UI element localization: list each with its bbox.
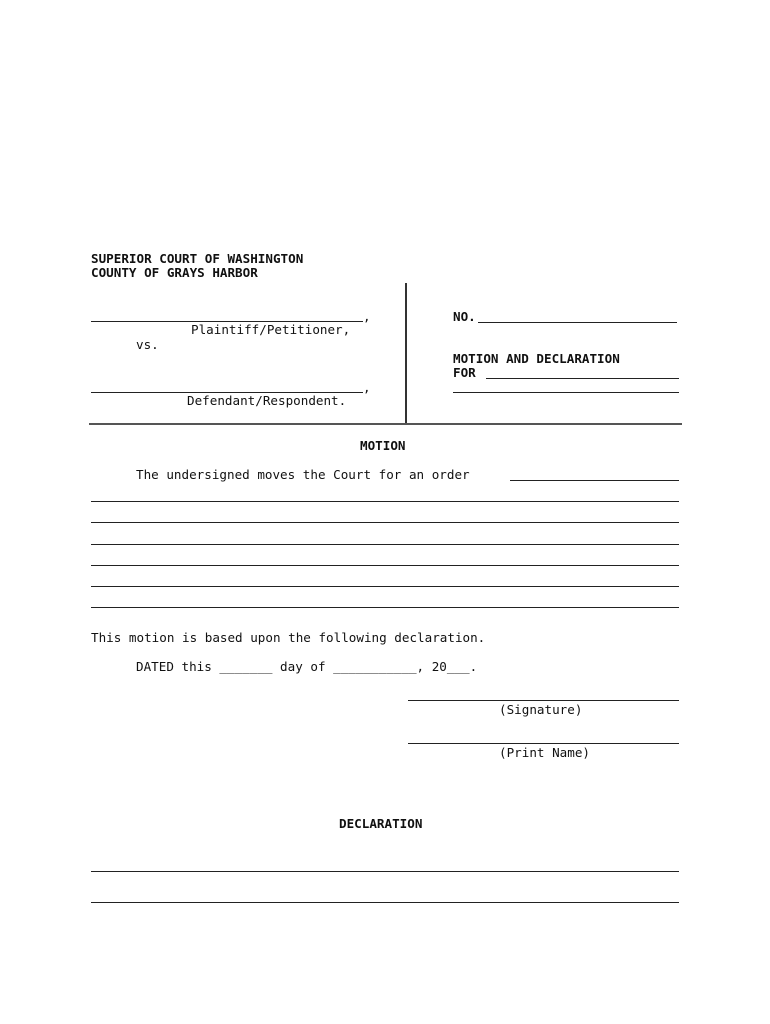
caption-bottom-rule [89,423,682,425]
plaintiff-label: Plaintiff/Petitioner, [191,322,351,337]
document-title-for: FOR [453,365,476,380]
motion-for-line[interactable] [486,378,679,379]
caption-divider [405,283,407,423]
versus-label: vs. [136,337,159,352]
motion-text-line[interactable] [91,586,679,587]
declaration-text-line[interactable] [91,902,679,903]
defendant-label: Defendant/Respondent. [187,393,347,408]
print-name-label: (Print Name) [499,745,590,760]
motion-text-line[interactable] [91,565,679,566]
defendant-comma: , [363,380,371,395]
case-number-line[interactable] [478,322,677,323]
case-number-label: NO. [453,309,476,324]
signature-line[interactable] [408,700,679,701]
motion-basis-text: This motion is based upon the following declaration. [91,630,486,645]
motion-text-line[interactable] [91,544,679,545]
declaration-heading: DECLARATION [339,816,423,831]
motion-heading: MOTION [360,438,406,453]
motion-text-line[interactable] [91,522,679,523]
signature-label: (Signature) [499,702,583,717]
motion-order-line[interactable] [510,480,679,481]
dated-line[interactable]: DATED this _______ day of ___________, 20___. [136,659,478,674]
document-title: MOTION AND DECLARATION [453,351,620,366]
motion-text-line[interactable] [91,607,679,608]
motion-for-line-2[interactable] [453,392,679,393]
motion-text-line[interactable] [91,501,679,502]
court-county: COUNTY OF GRAYS HARBOR [91,265,258,280]
declaration-text-line[interactable] [91,871,679,872]
plaintiff-comma: , [363,309,371,324]
print-name-line[interactable] [408,743,679,744]
court-name: SUPERIOR COURT OF WASHINGTON [91,251,304,266]
motion-intro: The undersigned moves the Court for an order [136,467,470,482]
